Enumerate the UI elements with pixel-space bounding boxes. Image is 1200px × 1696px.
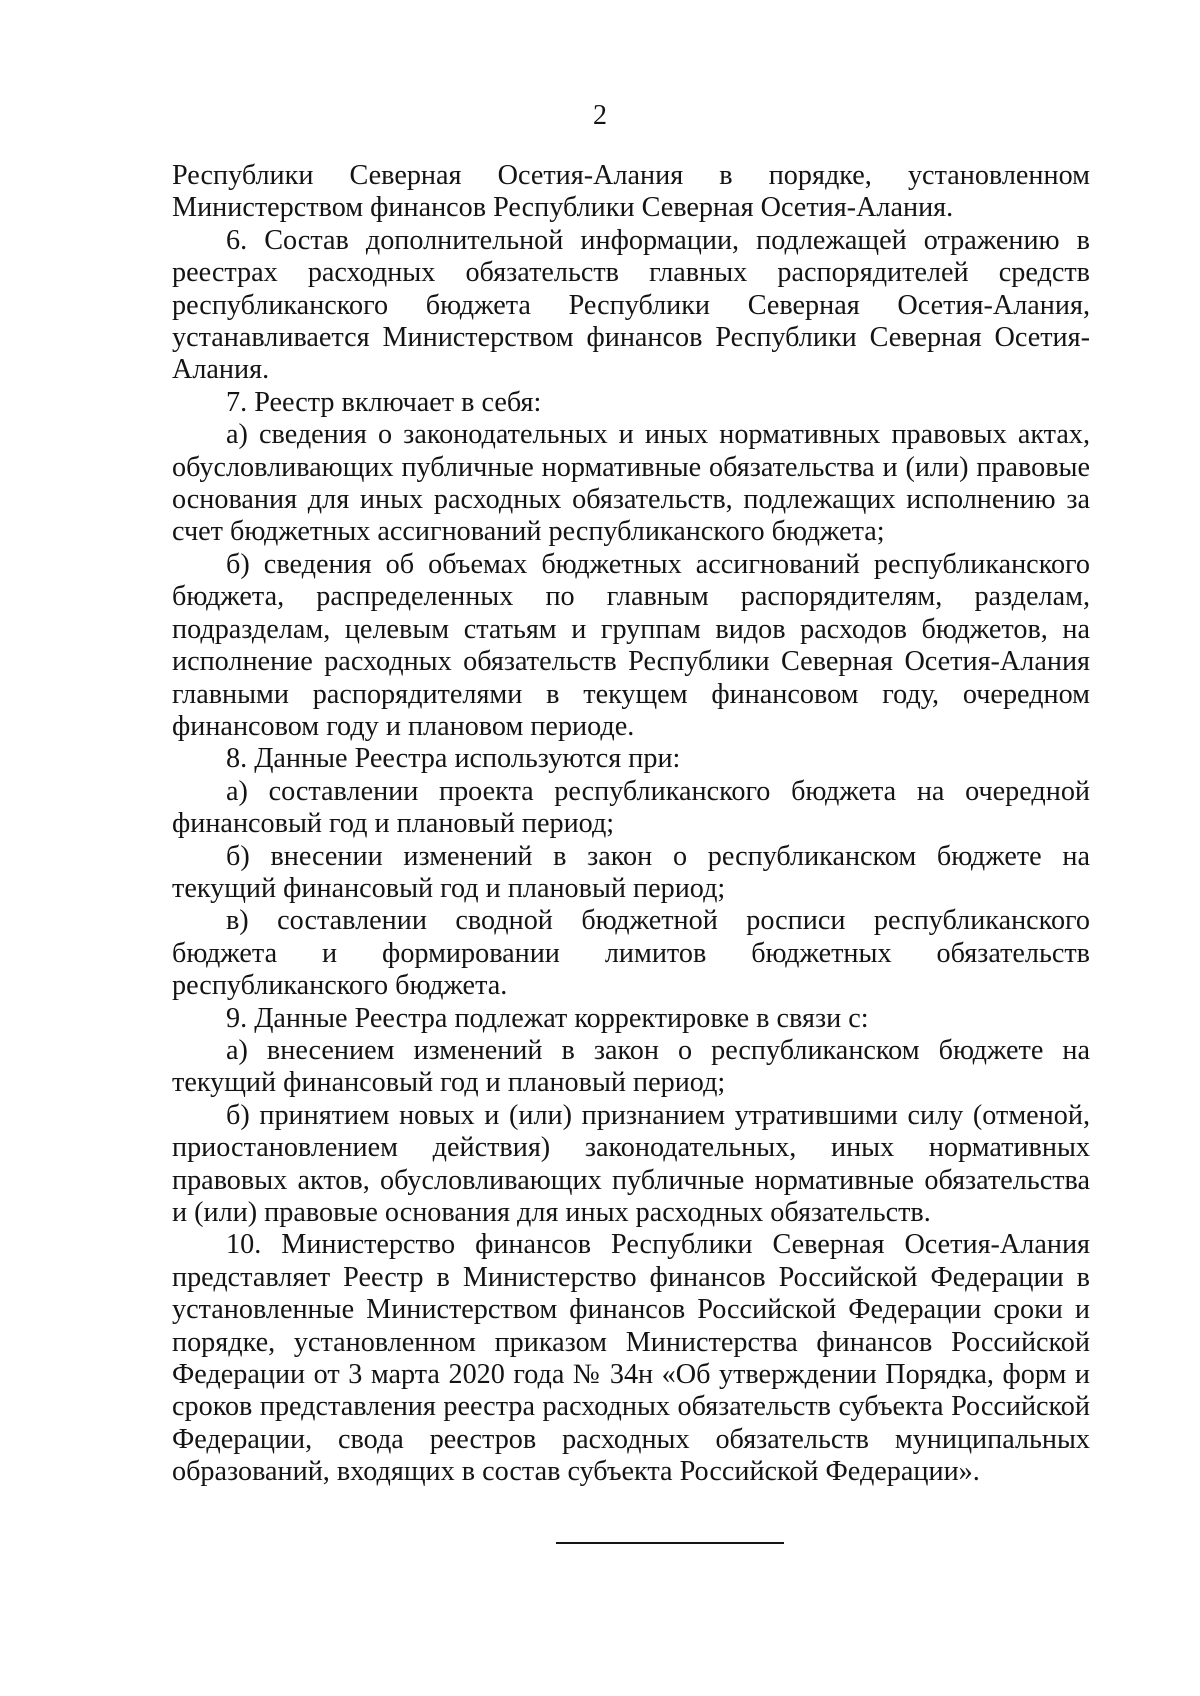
paragraph-item-8: 8. Данные Реестра используются при: — [226, 743, 681, 775]
paragraph-item-7a: а) сведения о законодательных и иных нормативных правовых актах, обусловливающих публичные нормативные обязательства и (или) правовые основания для иных расходных обязательств, подлежащих исполнению за счет бюджетных ассигнований республиканского бюджета; — [172, 419, 1090, 548]
paragraph-item-8b: б) внесении изменений в закон о республиканском бюджете на текущий финансовый год и плановый период; — [172, 840, 1090, 904]
paragraph-item-6: 6. Состав дополнительной информации, подлежащей отражению в реестрах расходных обязательств главных распорядителей средств республиканского бюджета Республики Северная Осетия-Алания, устанавливается Министерством финансов Республики Северная Осетия-Алания. — [172, 224, 1090, 386]
closing-divider — [556, 1542, 784, 1544]
paragraph-item-8a: а) составлении проекта республиканского бюджета на очередной финансовый год и плановый период; — [172, 775, 1090, 840]
paragraph-item-7: 7. Реестр включает в себя: — [226, 386, 542, 418]
page-number: 2 — [593, 100, 607, 131]
paragraph-item-9a: а) внесением изменений в закон о республиканском бюджете на текущий финансовый год и плановый период; — [172, 1034, 1090, 1099]
paragraph-item-8c: в) составлении сводной бюджетной росписи республиканского бюджета и формировании лимитов бюджетных обязательств республиканского бюджета. — [172, 905, 1090, 1002]
paragraph-continuation: Республики Северная Осетия-Алания в порядке, установленном Министерством финансов Республики Северная Осетия-Алания. — [172, 160, 1090, 224]
document-body — [172, 160, 1090, 1489]
paragraph-item-10: 10. Министерство финансов Республики Северная Осетия-Алания представляет Реестр в Министерство финансов Российской Федерации в установленные Министерством финансов Российской Федерации сроки и порядке, установленном приказом Министерства финансов Российской Федерации от 3 марта 2020 года № 34н «Об утверждении Порядка, форм и сроков представления реестра расходных обязательств субъекта Российской Федерации, свода реестров расходных обязательств муниципальных образований, входящих в состав субъекта Российской Федерации». — [172, 1229, 1090, 1488]
paragraph-item-9b: б) принятием новых и (или) признанием утратившими силу (отменой, приостановлением действия) законодательных, иных нормативных правовых актов, обусловливающих публичные нормативные обязательства и (или) правовые основания для иных расходных обязательств. — [172, 1099, 1090, 1228]
paragraph-item-9: 9. Данные Реестра подлежат корректировке в связи с: — [226, 1002, 869, 1034]
paragraph-item-7b: б) сведения об объемах бюджетных ассигнований республиканского бюджета, распределенных по главным распорядителям, разделам, подразделам, целевым статьям и группам видов расходов бюджетов, на исполнение расходных обязательств Республики Северная Осетия-Алания главными распорядителями в текущем финансовом году, очередном финансовом году и плановом периоде. — [172, 548, 1090, 742]
